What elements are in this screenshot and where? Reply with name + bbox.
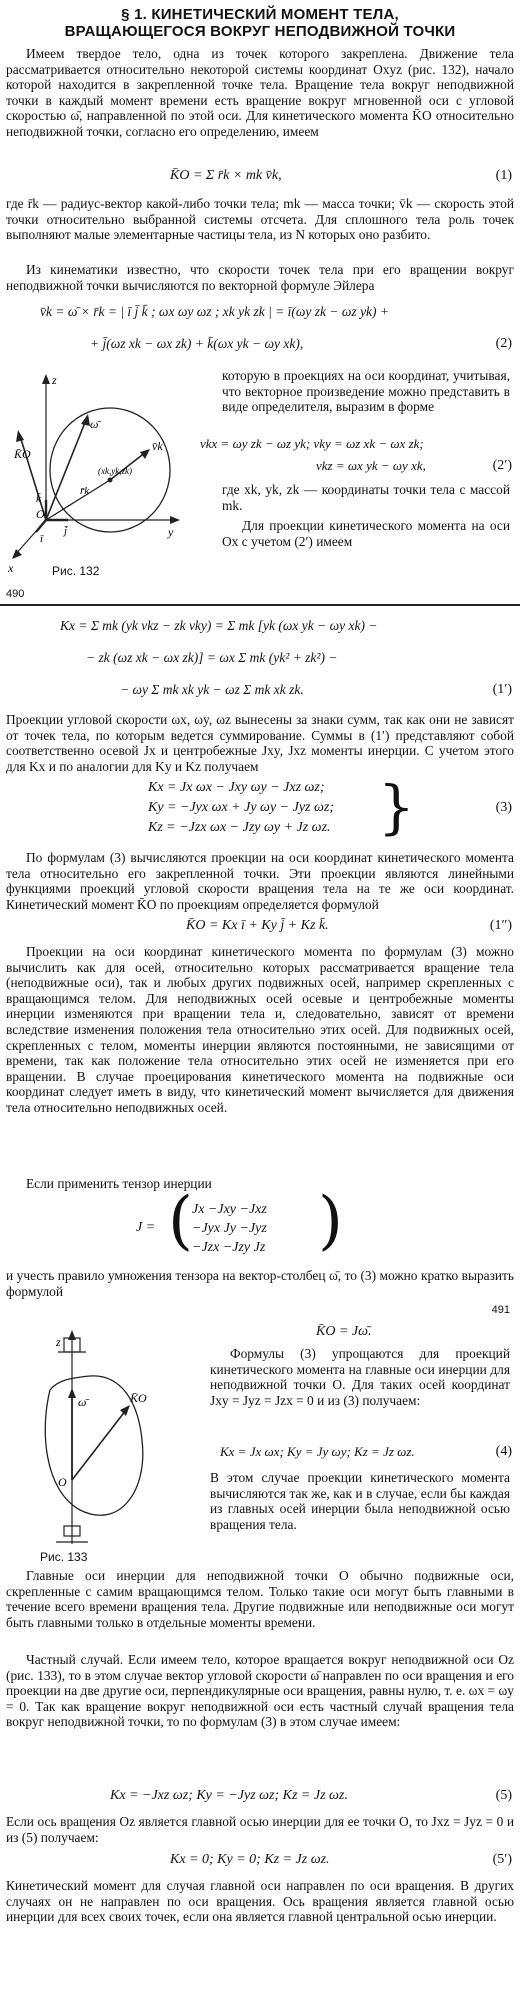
equation-1: K̄O = Σ r̄k × mk v̄k, — [170, 168, 282, 183]
kx-formula-line1: Kx = Σ mk (yk vkz − zk vky) = Σ mk [yk (ωx yk − ωy xk) − — [60, 618, 378, 633]
paragraph-after-kx: Проекции угловой скорости ωx, ωy, ωz вынесены за знаки сумм, так как они не зависят от точек тела, по которым ведется суммирование. Суммы в (1′) представляют собой соответственно осевой Jx и центробежные Jxy, Jxz моменты инерции. С учетом этого для Kx и по аналогии для Ky и Kz получаем — [6, 712, 514, 774]
fig132-label-rk: r̄k — [80, 485, 90, 497]
page-divider — [0, 604, 520, 606]
figure-132-text3: Для проекции кинетического момента на оси Ox с учетом (2′) имеем — [222, 518, 510, 549]
system3-line3: Kz = −Jzx ωx − Jzy ωy + Jz ωz. — [148, 820, 331, 835]
figure-133-caption: Рис. 133 — [40, 1550, 88, 1564]
tensor-right-paren: ) — [318, 1184, 343, 1258]
fig132-label-z: z — [52, 373, 57, 387]
fig133-label-z: z — [56, 1335, 61, 1349]
system3-line2: Ky = −Jyx ωx + Jy ωy − Jyz ωz; — [148, 800, 334, 815]
equation-tensor-form: K̄O = Jω̄. — [316, 1324, 372, 1339]
paragraph-last: Кинетический момент для случая главной оси направлен по оси вращения. В других случаях он не направлен по оси вращения. Ось вращения является главной осью инерции для всех своих точек, если она является главной центральной осью инерции. — [6, 1878, 514, 1925]
intro-paragraph-1: Имеем твердое тело, одна из точек которого закреплена. Движение тела рассматривается относительно некоторой системы координат Oxyz (рис. 132), начало которой находится в закрепленной точке тела. Вращение тела вокруг неподвижной точки в каждый момент времени есть вращение вокруг мгновенной оси с угловой скоростью ω̄, направленной по этой оси. Для кинетического момента K̄O относительно неподвижной точки, согласно его определению, имеем — [6, 46, 514, 139]
paragraph-special-case: Частный случай. Если имеем тело, которое вращается вокруг неподвижной оси Oz (рис. 133), то в этом случае вектор угловой скорости ω̄ направлен по оси вращения и его проекции на две другие оси, перпендикулярные оси вращения, равны нулю, т. е. ωx = ωy = 0. Так как вращение вокруг неподвижной оси есть частный случай вращения тела вокруг неподвижной точки, то по формулам (3) в этом случае имеем: — [6, 1652, 514, 1730]
tensor-matrix — [192, 1200, 267, 1257]
equation-5: Kx = −Jxz ωz; Ky = −Jyz ωz; Kz = Jz ωz. — [110, 1788, 348, 1803]
figure-132-text: которую в проекциях на оси координат, учитывая, что векторное произведение можно представить в виде определителя, выразим в форме — [222, 368, 510, 415]
paragraph-oz: Если ось вращения Oz является главной осью инерции для ее точки O, то Jxz = Jyz = 0 и из (5) получаем: — [6, 1814, 514, 1845]
equation-1pp: K̄O = Kx ī + Ky j̄ + Kz k̄. — [186, 918, 329, 933]
intro-paragraph-2: где r̄k — радиус-вектор какой-либо точки тела; mk — масса точки; v̄k — скорость этой точки относительно выбранной системы отсчета. Для сплошного тела роль точек выполняют малые элементарные частицы тела, из N которых оно разбито. — [6, 196, 514, 243]
tensor-row-1: Jx −Jxy −Jxz — [192, 1202, 267, 1217]
tensor-row-3: −Jzx −Jzy Jz — [192, 1240, 266, 1255]
figure-132-text2: где xk, yk, zk — координаты точки тела с массой mk. — [222, 482, 510, 513]
tensor-left-paren: ( — [168, 1184, 193, 1258]
kx-formula-line2: − zk (ωz xk − ωx zk)] = ωx Σ mk (yk² + zk²) − — [86, 650, 338, 665]
equation-4: Kx = Jx ωx; Ky = Jy ωy; Kz = Jz ωz. — [220, 1444, 415, 1459]
equation-1pp-number: (1″) — [489, 918, 512, 933]
page-number-490: 490 — [6, 588, 25, 600]
equation-4-number: (4) — [495, 1444, 512, 1459]
section-title-line2: ВРАЩАЮЩЕГОСЯ ВОКРУГ НЕПОДВИЖНОЙ ТОЧКИ — [64, 23, 456, 40]
equation-1-number: (1) — [495, 168, 512, 183]
tensor-after: и учесть правило умножения тензора на вектор-столбец ω̄, то (3) можно кратко выразить формулой — [6, 1268, 514, 1299]
fig133-label-ko: K̄O — [130, 1391, 147, 1405]
figure-132-diagram — [6, 370, 182, 576]
system3-brace: } — [378, 773, 415, 841]
kx-formula-number: (1′) — [492, 682, 512, 697]
figure-133-diagram — [20, 1330, 168, 1552]
intro-paragraph-3: Из кинематики известно, что скорости точек тела при его вращении вокруг неподвижной точки вычисляются по векторной формуле Эйлера — [6, 262, 514, 293]
figure-133-text2: В этом случае проекции кинетического момента вычисляются так же, как и в случае, если бы каждая из главных осей инерции была неподвижной осью вращения тела. — [210, 1470, 510, 1532]
tensor-row-2: −Jyx Jy −Jyz — [192, 1221, 267, 1236]
figure-133-text: Формулы (3) упрощаются для проекций кинетического момента на главные оси инерции для неподвижной точки O. Для таких осей координат Jxy = Jyz = Jzx = 0 и из (3) получаем: — [210, 1346, 510, 1408]
fig132-label-j: j̄ — [64, 525, 68, 537]
kx-formula-line3: − ωy Σ mk xk yk − ωz Σ mk xk zk. — [120, 682, 304, 697]
equation-5-number: (5) — [495, 1788, 512, 1803]
paragraph-formula3: По формулам (3) вычисляются проекции на оси координат кинетического момента тела относительно его закрепленной точки. Эти проекции являются линейными функциями проекций угловой скорости вращения тела на те же оси координат. Кинетический момент K̄O по проекциям определяется формулой — [6, 850, 514, 912]
tensor-intro: Если применить тензор инерции — [26, 1176, 212, 1191]
section-title — [6, 6, 514, 40]
euler-formula-line2: + j̄(ωz xk − ωx zk) + k̄(ωx yk − ωy xk), — [90, 336, 304, 351]
fig133-label-omega: ω̄ — [78, 1395, 87, 1409]
equation-5prime-number: (5′) — [492, 1852, 512, 1867]
fig132-label-o: O — [36, 507, 45, 521]
paragraph-main-axes: Главные оси инерции для неподвижной точки O обычно подвижные оси, скрепленные с самим вращающимся телом. Только такие оси могут быть главными в течение всего времени вращения тела. Другие подвижные или неподвижные оси могут быть главными только в отдельные моменты времени. — [6, 1568, 514, 1630]
tensor-j-symbol: J = — [136, 1220, 156, 1235]
euler-formula-line1: v̄k = ω̄ × r̄k = | ī j̄ k̄ ; ωx ωy ωz ; xk yk zk | = ī(ωy zk − ωz yk) + — [40, 304, 390, 319]
fig132-label-i: ī — [40, 533, 44, 545]
equation-2prime-a: vkx = ωy zk − ωz yk; vky = ωz xk − ωx zk; — [200, 436, 424, 451]
fig132-label-ko: K̄O — [14, 447, 31, 461]
equation-2prime-number: (2′) — [492, 458, 512, 473]
figure-132-caption: Рис. 132 — [52, 564, 100, 578]
equation-5prime: Kx = 0; Ky = 0; Kz = Jz ωz. — [170, 1852, 330, 1867]
equation-2prime-b: vkz = ωx yk − ωy xk, — [316, 458, 426, 473]
fig132-label-x: x — [8, 561, 14, 575]
fig132-label-omega: ω̄ — [90, 417, 99, 431]
fig133-label-o: O — [58, 1475, 67, 1489]
fig132-label-y: y — [168, 525, 174, 539]
page-number-491: 491 — [491, 1304, 510, 1316]
paragraph-axes: Проекции на оси координат кинетического момента по формулам (3) можно вычислить как для осей, относительно которых рассматривается вращение тела (неподвижные оси), так и любых других подвижных осей, например скрепленных с вращающимся телом. Для неподвижных осей осевые и центробежные моменты инерции изменяются при вращении тела и, следовательно, зависят от времени вследствие изменения положения тела относительно этих осей. Для подвижных осей, скрепленных с телом, моменты инерции являются постоянными, не зависящими от времени, так как положение тела относительно этих осей не изменяется при его вращении. В случае проецирования кинетического момента на подвижные оси координат следует иметь в виду, что кинетический момент вычисляется для движения тела относительно неподвижных осей. — [6, 944, 514, 1115]
system3-number: (3) — [495, 800, 512, 815]
fig132-label-vk: v̄k — [152, 439, 163, 453]
euler-formula-number: (2) — [495, 336, 512, 351]
fig132-label-point: (xk,yk,zk) — [98, 466, 132, 476]
fig132-label-k: k̄ — [36, 493, 41, 505]
section-title-line1: § 1. КИНЕТИЧЕСКИЙ МОМЕНТ ТЕЛА, — [121, 6, 399, 23]
system3-line1: Kx = Jx ωx − Jxy ωy − Jxz ωz; — [148, 780, 325, 795]
